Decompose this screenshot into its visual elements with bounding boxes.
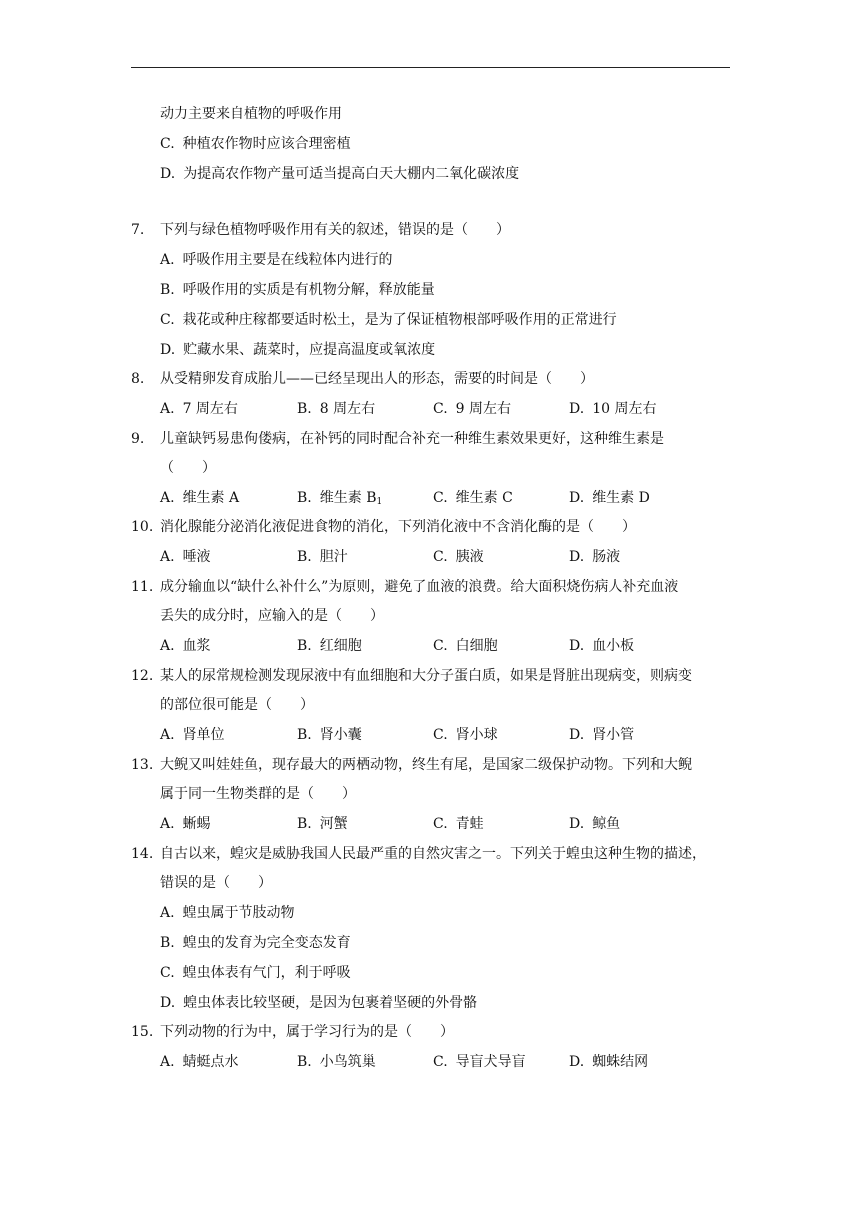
q9-stem: 儿童缺钙易患佝偻病，在补钙的同时配合补充一种维生素效果更好，这种维生素是 [160,431,664,447]
header-rule [131,67,730,68]
q13-option-d: D. 鲸鱼 [569,816,621,832]
q15-option-d: D. 蜘蛛结网 [569,1054,649,1070]
q10-number: 10. [131,519,154,535]
q12-option-d: D. 肾小管 [569,727,635,743]
q9-option-c: C. 维生素 C [433,490,513,506]
q7-option-d: D. 贮藏水果、蔬菜时，应提高温度或氧浓度 [160,342,436,358]
q14-stem-continued: 错误的是（ ） [160,875,272,891]
q13-option-b: B. 河蟹 [297,816,348,832]
q9-option-a: A. 维生素 A [160,490,240,506]
q11-option-c: C. 白细胞 [433,638,498,654]
q14-stem: 自古以来，蝗灾是威胁我国人民最严重的自然灾害之一。下列关于蝗虫这种生物的描述， [160,846,706,862]
q15-stem: 下列动物的行为中，属于学习行为的是（ ） [160,1024,454,1040]
q10-option-b: B. 胆汁 [297,549,348,565]
q14-option-d: D. 蝗虫体表比较坚硬，是因为包裹着坚硬的外骨骼 [160,995,478,1011]
q11-option-d: D. 血小板 [569,638,635,654]
q12-stem-continued: 的部位很可能是（ ） [160,697,314,713]
q6-option-d: D. 为提高农作物产量可适当提高白天大棚内二氧化碳浓度 [160,166,520,182]
q13-stem: 大鲵又叫娃娃鱼，现存最大的两栖动物，终生有尾，是国家二级保护动物。下列和大鲵 [160,757,692,773]
q11-number: 11. [131,579,154,595]
q13-stem-continued: 属于同一生物类群的是（ ） [160,786,356,802]
q15-option-a: A. 蜻蜓点水 [160,1054,239,1070]
q12-stem: 某人的尿常规检测发现尿液中有血细胞和大分子蛋白质，如果是肾脏出现病变，则病变 [160,668,692,684]
q13-option-a: A. 蜥蜴 [160,816,211,832]
q11-stem-continued: 丢失的成分时，应输入的是（ ） [160,608,384,624]
q11-option-a: A. 血浆 [160,638,211,654]
q9-number: 9. [131,431,145,447]
q8-stem: 从受精卵发育成胎儿——已经呈现出人的形态，需要的时间是（ ） [160,371,594,387]
q13-option-c: C. 青蛙 [433,816,484,832]
q11-stem: 成分输血以“缺什么补什么”为原则，避免了血液的浪费。给大面积烧伤病人补充血液 [160,579,679,595]
q7-option-b: B. 呼吸作用的实质是有机物分解，释放能量 [160,282,435,298]
q13-number: 13. [131,757,154,773]
q12-number: 12. [131,668,154,684]
q6-continuation: 动力主要来自植物的呼吸作用 [160,106,342,122]
q14-option-a: A. 蝗虫属于节肢动物 [160,905,295,921]
q15-number: 15. [131,1024,154,1040]
q15-option-b: B. 小鸟筑巢 [297,1054,376,1070]
q7-option-c: C. 栽花或种庄稼都要适时松土，是为了保证植物根部呼吸作用的正常进行 [160,312,617,328]
q8-option-d: D. 10 周左右 [569,401,657,417]
q7-stem: 下列与绿色植物呼吸作用有关的叙述，错误的是（ ） [160,222,510,238]
q7-number: 7. [131,222,145,238]
q6-option-c: C. 种植农作物时应该合理密植 [160,136,351,152]
q8-option-c: C. 9 周左右 [433,401,512,417]
q15-option-c: C. 导盲犬导盲 [433,1054,526,1070]
q14-option-c: C. 蝗虫体表有气门，利于呼吸 [160,965,351,981]
q8-option-b: B. 8 周左右 [297,401,376,417]
q14-option-b: B. 蝗虫的发育为完全变态发育 [160,935,351,951]
q10-option-a: A. 唾液 [160,549,211,565]
q10-option-d: D. 肠液 [569,549,621,565]
q14-number: 14. [131,846,154,862]
q9-option-d: D. 维生素 D [569,490,650,506]
q7-option-a: A. 呼吸作用主要是在线粒体内进行的 [160,252,393,268]
q9-stem-continued: （ ） [160,460,216,476]
q9-option-b: B. 维生素 $B_1$ [297,490,383,507]
q10-stem: 消化腺能分泌消化液促进食物的消化，下列消化液中不含消化酶的是（ ） [160,519,636,535]
q10-option-c: C. 胰液 [433,549,484,565]
q12-option-c: C. 肾小球 [433,727,498,743]
q12-option-a: A. 肾单位 [160,727,225,743]
q11-option-b: B. 红细胞 [297,638,362,654]
q8-number: 8. [131,371,145,387]
q12-option-b: B. 肾小囊 [297,727,362,743]
q8-option-a: A. 7 周左右 [160,401,238,417]
